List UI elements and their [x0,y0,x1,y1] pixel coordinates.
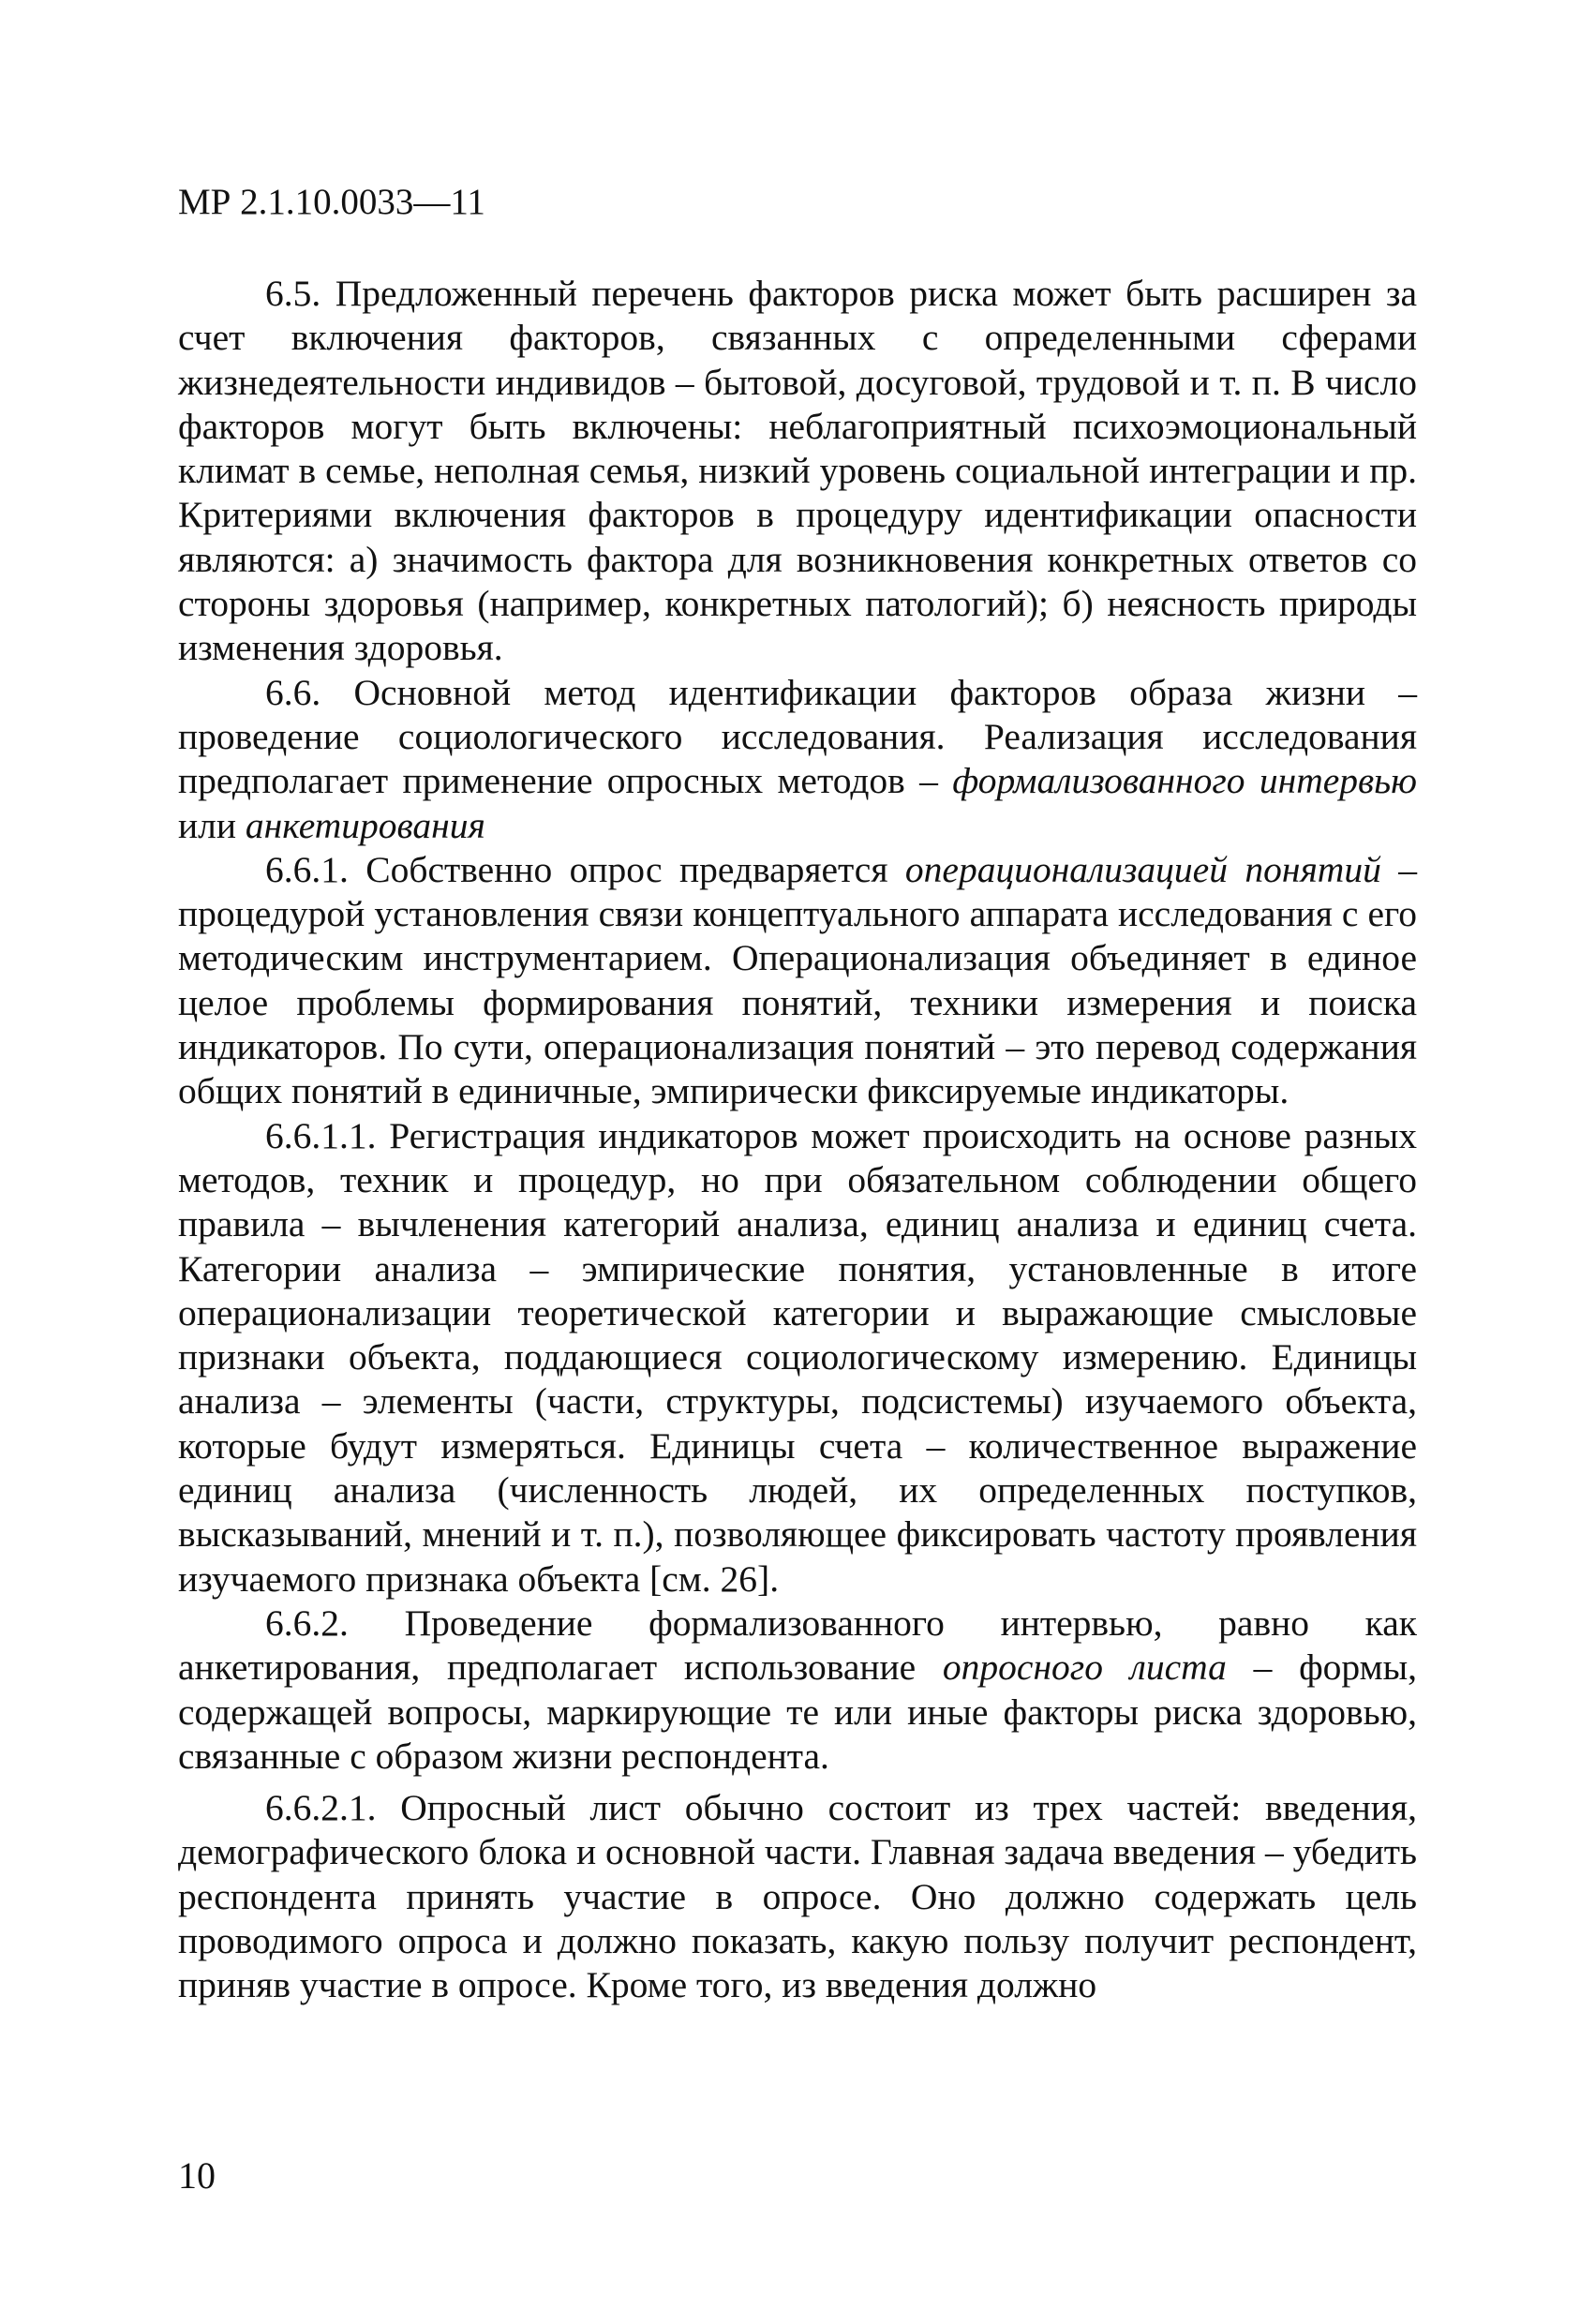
paragraph-6-6-1 [178,848,1417,1114]
paragraph-6-6 [178,671,1417,848]
paragraph-6-6-text-1: 6.6. Основной метод идентификации факторов образа жизни – проведение социологического исследования. Реализация исследования предполагает применение опросных методов – [178,671,1417,802]
paragraph-6-6-2 [178,1601,1417,1779]
paragraph-6-6-italic-1: формализованного интервью [952,760,1417,802]
paragraph-6-6-italic-2: анкетирования [245,804,485,846]
paragraph-6-6-2-text-2: – формы, содержащей вопросы, маркирующие те или иные факторы риска здоровью, связанные с образом жизни респондента. [178,1646,1417,1777]
paragraph-6-6-1-text-2: – процедурой установления связи концептуального аппарата исследования с его методическим инструментарием. Операционализация объединяет в единое целое проблемы формирования понятий, техники измерения и поиска индикаторов. По сути, операционализация понятий – это перевод содержания общих понятий в единичные, эмпирически фиксируемые индикаторы. [178,848,1417,1112]
document-body [178,272,1417,2008]
paragraph-6-6-2-text-1: 6.6.2. Проведение формализованного интервью, равно как анкетирования, предполагает использование [178,1601,1417,1689]
paragraph-6-6-1-1: 6.6.1.1. Регистрация индикаторов может происходить на основе разных методов, техник и процедур, но при обязательном соблюдении общего правила – вычленения категорий анализа, единиц анализа и единиц счета. Категории анализа – эмпирические понятия, установленные в итоге операционализации теоретической категории и выражающие смысловые признаки объекта, поддающиеся социологическому измерению. Единицы анализа – элементы (части, структуры, подсистемы) изучаемого объекта, которые будут измеряться. Единицы счета – количественное выражение единиц анализа (численность людей, их определенных поступков, высказываний, мнений и т. п.), позволяющее фиксировать частоту проявления изучаемого признака объекта [см. 26]. [178,1114,1417,1600]
paragraph-6-6-1-text-1: 6.6.1. Собственно опрос предваряется [265,848,905,890]
paragraph-6-6-1-italic-1: операционализацией понятий [904,848,1381,890]
document-code-header: МР 2.1.10.0033—11 [178,182,485,222]
paragraph-6-6-2-italic-1: опросного листа [942,1646,1227,1689]
paragraph-6-6-text-2: или [178,804,246,846]
paragraph-6-6-2-1: 6.6.2.1. Опросный лист обычно состоит из трех частей: введения, демографического блока и основной части. Главная задача введения – убедить респондента принять участие в опросе. Оно должно содержать цель проводимого опроса и должно показать, какую пользу получит респондент, приняв участие в опросе. Кроме того, из введения должно [178,1787,1417,2006]
paragraph-6-5: 6.5. Предложенный перечень факторов риска может быть расширен за счет включения факторов, связанных с определенными сферами жизнедеятельности индивидов – бытовой, досуговой, трудовой и т. п. В число факторов могут быть включены: неблагоприятный психоэмоциональный климат в семье, неполная семья, низкий уровень социальной интеграции и пр. Критериями включения факторов в процедуру идентификации опасности являются: а) значимость фактора для возникновения конкретных ответов со стороны здоровья (например, конкретных патологий); б) неясность природы изменения здоровья. [178,273,1417,669]
page-number: 10 [178,2154,216,2197]
